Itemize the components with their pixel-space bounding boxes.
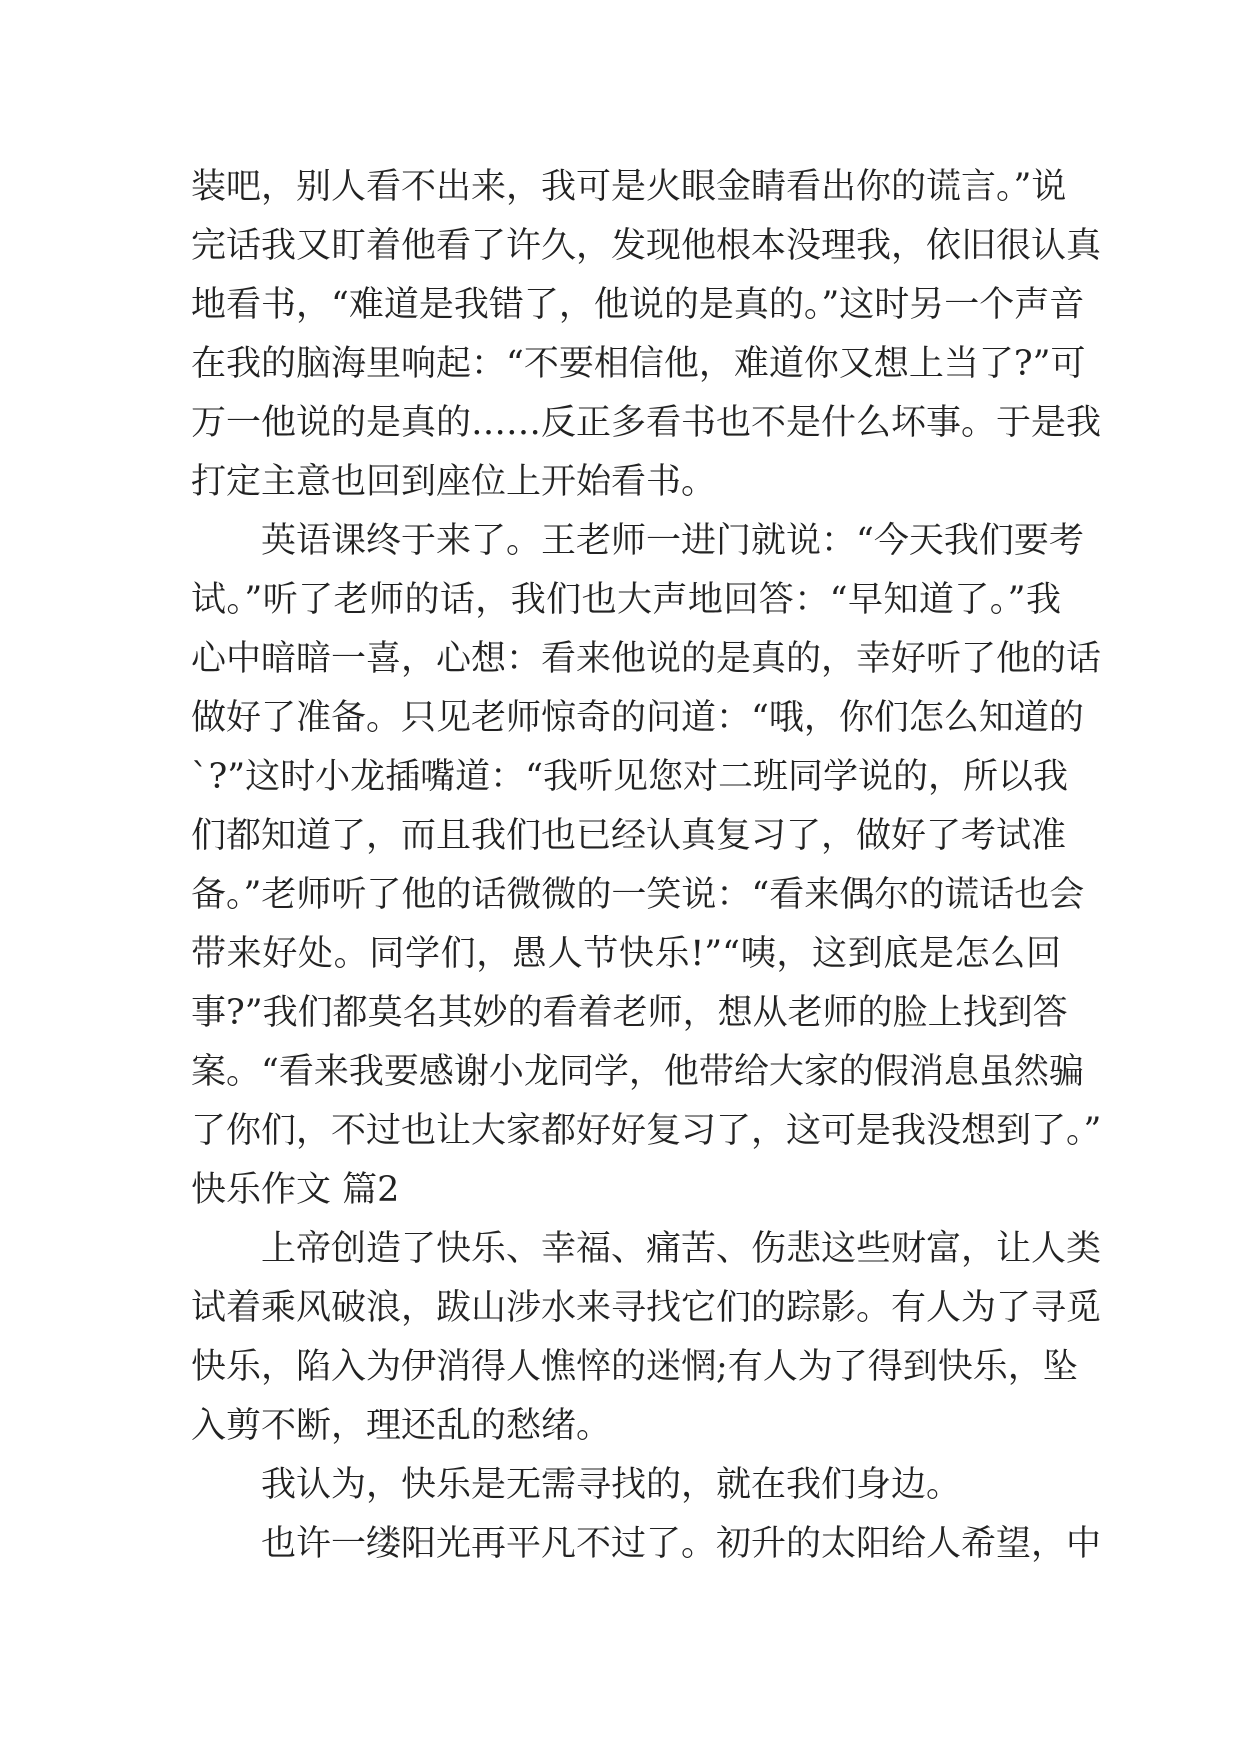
text-line: 快乐，陷入为伊消得人憔悴的迷惘;有人为了得到快乐，坠 [191, 1347, 1078, 1387]
text-line: 也许一缕阳光再平凡不过了。初升的太阳给人希望，中 [261, 1524, 1102, 1564]
text-line: 案。“看来我要感谢小龙同学，他带给大家的假消息虽然骗 [191, 1052, 1084, 1092]
text-line: 地看书，“难道是我错了，他说的是真的。”这时另一个声音 [191, 285, 1085, 325]
text-line: 打定主意也回到座位上开始看书。 [191, 462, 717, 502]
text-line: 完话我又盯着他看了许久，发现他根本没理我，依旧很认真 [191, 226, 1102, 266]
document-body [191, 158, 1102, 1574]
text-line: 英语课终于来了。王老师一进门就说：“今天我们要考 [261, 521, 1084, 561]
text-line: 带来好处。同学们，愚人节快乐!”“咦，这到底是怎么回 [191, 934, 1061, 974]
text-line: 事?”我们都莫名其妙的看着老师，想从老师的脸上找到答 [191, 993, 1068, 1033]
text-line: 心中暗暗一喜，心想：看来他说的是真的，幸好听了他的话 [191, 639, 1102, 679]
text-line: 上帝创造了快乐、幸福、痛苦、伤悲这些财富，让人类 [261, 1229, 1102, 1269]
text-line: 了你们，不过也让大家都好好复习了，这可是我没想到了。” [191, 1111, 1102, 1151]
text-line: 试。”听了老师的话，我们也大声地回答：“早知道了。”我 [191, 580, 1061, 620]
text-line: 备。”老师听了他的话微微的一笑说：“看来偶尔的谎话也会 [191, 875, 1085, 915]
text-line: 入剪不断，理还乱的愁绪。 [191, 1406, 612, 1446]
text-line: 装吧，别人看不出来，我可是火眼金睛看出你的谎言。”说 [191, 167, 1067, 207]
text-line: 们都知道了，而且我们也已经认真复习了，做好了考试准 [191, 816, 1067, 856]
text-line: 试着乘风破浪，跋山涉水来寻找它们的踪影。有人为了寻觅 [191, 1288, 1102, 1328]
text-line: 做好了准备。只见老师惊奇的问道：“哦，你们怎么知道的 [191, 698, 1084, 738]
text-line: `?”这时小龙插嘴道：“我听见您对二班同学说的，所以我 [191, 757, 1069, 797]
section-heading: 快乐作文 篇2 [191, 1170, 400, 1210]
text-line: 万一他说的是真的……反正多看书也不是什么坏事。于是我 [191, 403, 1102, 443]
text-line: 我认为，快乐是无需寻找的，就在我们身边。 [261, 1465, 962, 1505]
text-line: 在我的脑海里响起：“不要相信他，难道你又想上当了?”可 [191, 344, 1086, 384]
